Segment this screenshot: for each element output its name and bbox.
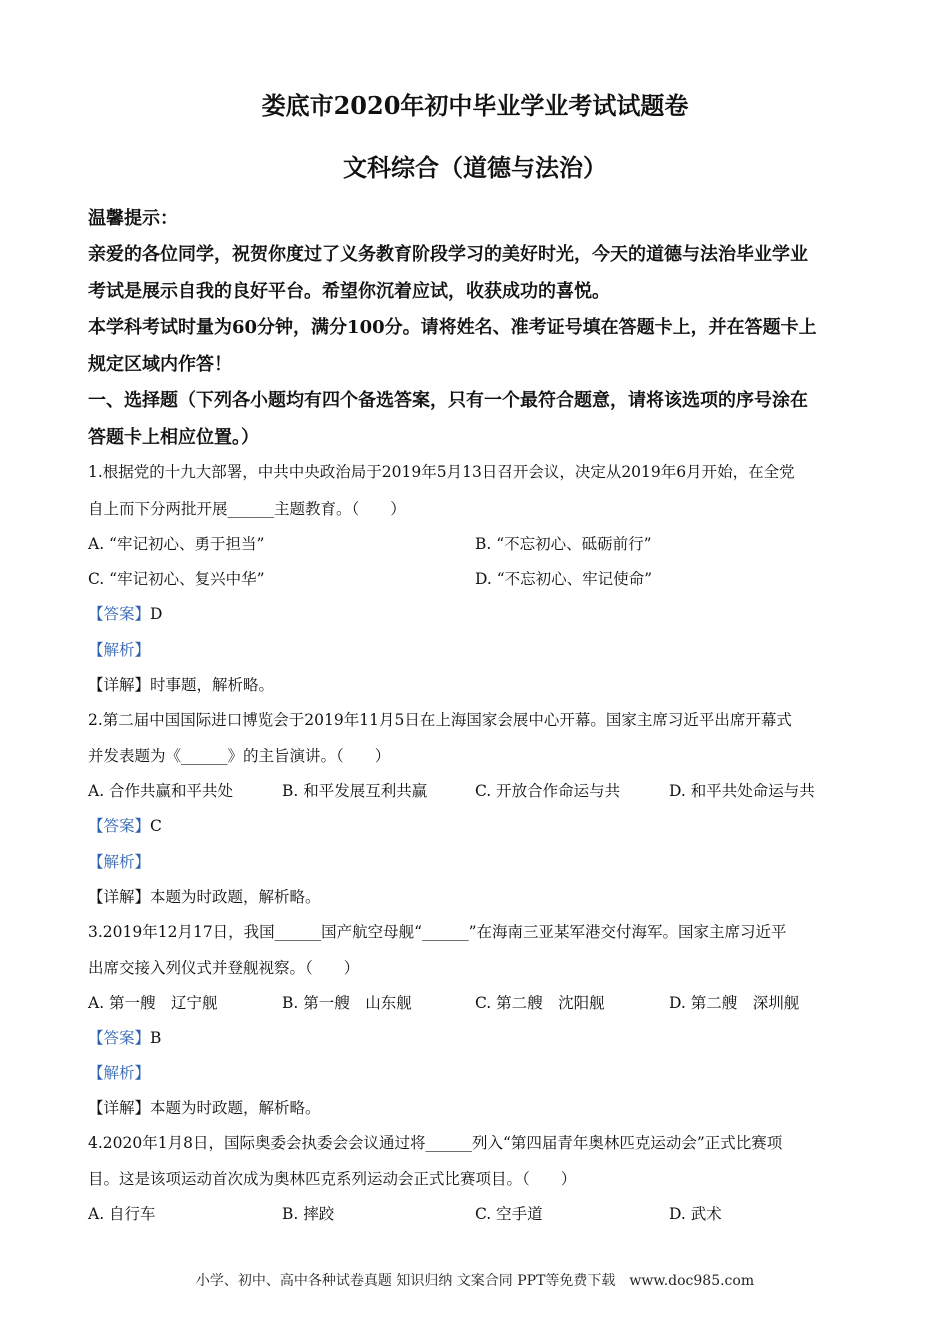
question-stem-line-1: 2.第二届中国国际进口博览会于2019年11月5日在上海国家会展中心开幕。国家主席习近平出席开幕式 xyxy=(88,711,792,729)
option-c: C. 开放合作命运与共 xyxy=(475,782,621,800)
answer-tag: 【答案】 xyxy=(88,605,151,623)
option-c: C. 空手道 xyxy=(475,1205,543,1223)
answer-line xyxy=(88,1026,161,1048)
question-stem-line-1: 4.2020年1月8日，国际奥委会执委会会议通过将______列入“第四届青年奥林匹克运动会”正式比赛项 xyxy=(88,1134,783,1152)
question-stem-line-2: 目。这是该项运动首次成为奥林匹克系列运动会正式比赛项目。（ ） xyxy=(88,1170,577,1188)
section-heading-line-2: 答题卡上相应位置。） xyxy=(88,427,259,448)
option-b: B. 和平发展互利共赢 xyxy=(282,782,428,800)
page-footer: 小学、初中、高中各种试卷真题 知识归纳 文案合同 PPT等免费下载 www.doc985.com xyxy=(195,1273,755,1289)
detail-tag: 【详解】 xyxy=(88,1099,151,1117)
option-c: C. 第二艘 沈阳舰 xyxy=(475,994,605,1012)
detail-text: 时事题，解析略。 xyxy=(150,676,275,694)
detail-line xyxy=(88,885,321,907)
option-b: B. 摔跤 xyxy=(282,1205,335,1223)
detail-tag: 【详解】 xyxy=(88,676,151,694)
notice-line-1: 亲爱的各位同学，祝贺你度过了义务教育阶段学习的美好时光，今天的道德与法治毕业学业 xyxy=(88,244,808,265)
detail-line xyxy=(88,1096,321,1118)
option-d: D. 和平共处命运与共 xyxy=(669,782,815,800)
option-d: D. 第二艘 深圳舰 xyxy=(669,994,800,1012)
option-a: A. 第一艘 辽宁舰 xyxy=(88,994,218,1012)
option-b: B. 第一艘 山东舰 xyxy=(282,994,412,1012)
option-d: D. 武术 xyxy=(669,1205,722,1223)
detail-text: 本题为时政题，解析略。 xyxy=(150,1099,321,1117)
detail-line xyxy=(88,673,274,695)
answer-line xyxy=(88,814,162,836)
option-d: D. “不忘初心、牢记使命” xyxy=(475,570,653,588)
question-stem-line-2: 自上而下分两批开展______主题教育。（ ） xyxy=(88,500,406,518)
option-a: A. 合作共赢和平共处 xyxy=(88,782,234,800)
option-a: A. 自行车 xyxy=(88,1205,156,1223)
notice-line-3: 本学科考试时量为60分钟，满分100分。请将姓名、准考证号填在答题卡上，并在答题卡上 xyxy=(88,317,817,338)
question-stem-line-1: 3.2019年12月17日，我国______国产航空母舰“______”在海南三亚某军港交付海军。国家主席习近平 xyxy=(88,923,787,941)
option-b: B. “不忘初心、砥砺前行” xyxy=(475,535,652,553)
notice-heading: 温馨提示： xyxy=(88,208,178,229)
exam-subtitle: 文科综合（道德与法治） xyxy=(343,153,607,182)
exam-title: 娄底市2020年初中毕业学业考试试题卷 xyxy=(261,91,689,120)
detail-tag: 【详解】 xyxy=(88,888,151,906)
answer-tag: 【答案】 xyxy=(88,1029,151,1047)
answer-value: B xyxy=(150,1029,162,1047)
question-stem-line-2: 并发表题为《______》的主旨演讲。（ ） xyxy=(88,747,391,765)
question-stem-line-1: 1.根据党的十九大部署，中共中央政治局于2019年5月13日召开会议，决定从2019年6月开始，在全党 xyxy=(88,463,795,481)
notice-line-2: 考试是展示自我的良好平台。希望你沉着应试，收获成功的喜悦。 xyxy=(88,281,610,302)
notice-line-4: 规定区域内作答！ xyxy=(88,354,232,375)
analysis-tag: 【解析】 xyxy=(88,853,151,871)
answer-tag: 【答案】 xyxy=(88,817,151,835)
question-stem-line-2: 出席交接入列仪式并登舰视察。（ ） xyxy=(88,959,360,977)
answer-line xyxy=(88,602,162,624)
answer-value: D xyxy=(150,605,163,623)
analysis-tag: 【解析】 xyxy=(88,641,151,659)
option-a: A. “牢记初心、勇于担当” xyxy=(88,535,265,553)
analysis-tag: 【解析】 xyxy=(88,1064,151,1082)
answer-value: C xyxy=(150,817,162,835)
section-heading-line-1: 一、选择题（下列各小题均有四个备选答案，只有一个最符合题意，请将该选项的序号涂在 xyxy=(88,390,808,411)
option-c: C. “牢记初心、复兴中华” xyxy=(88,570,265,588)
detail-text: 本题为时政题，解析略。 xyxy=(150,888,321,906)
